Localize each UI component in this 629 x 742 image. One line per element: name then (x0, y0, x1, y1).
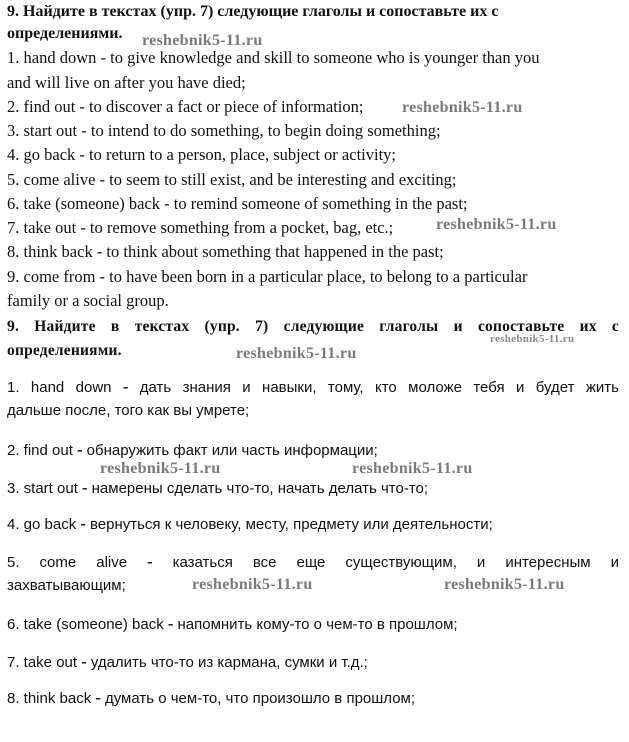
section1-line-5: 4. go back - to return to a person, place, subject or activity; (7, 145, 396, 164)
section1-line-2: and will live on after you have died; (7, 73, 246, 92)
item-dash: - (111, 377, 140, 396)
item-definition: вернуться к человеку, месту, предмету или деятельности; (89, 516, 493, 533)
item-definition: обнаружить факт или часть информации; (86, 442, 378, 459)
item-definition: казаться все еще существующим, и интересным и (172, 554, 619, 571)
watermark: reshebnik5-11.ru (436, 216, 557, 233)
section2-item-6 (7, 614, 458, 635)
watermark-small: reshebnik5-11.ru (490, 333, 575, 345)
watermark: reshebnik5-11.ru (352, 460, 473, 477)
section2-item-5 (7, 552, 619, 573)
section2-item-7 (7, 652, 368, 673)
item-dash: - (72, 440, 87, 459)
section2-item-4 (7, 514, 493, 535)
section1-heading-line1: 9. Найдите в текстах (упр. 7) следующие глаголы и сопоставьте их с (7, 3, 499, 20)
section1-line-8: 7. take out - to remove something from a pocket, bag, etc.; (7, 218, 394, 237)
section1-line-4: 3. start out - to intend to do something, to begin doing something; (7, 121, 441, 140)
item-dash: - (91, 688, 105, 707)
section1-line-9: 8. think back - to think about something that happened in the past; (7, 242, 444, 261)
item-definition: намерены сделать что-то, начать делать что-то; (91, 480, 429, 497)
item-definition: напомнить кому-то о чем-то в прошлом; (177, 616, 458, 633)
item-dash: - (127, 552, 173, 571)
section1-line-7: 6. take (someone) back - to remind someone of something in the past; (7, 194, 468, 213)
section1-line-3: 2. find out - to discover a fact or piece of information; (7, 97, 364, 116)
item-term: 7. take out (7, 654, 78, 671)
section2-heading-line2: определениями. (7, 342, 122, 359)
watermark: reshebnik5-11.ru (236, 345, 357, 362)
section1-line-11: family or a social group. (7, 291, 169, 310)
item-term: 4. go back (7, 516, 77, 533)
item-term: 3. start out (7, 480, 78, 497)
section1-line-1: 1. hand down - to give knowledge and skill to someone who is younger than you (7, 48, 540, 67)
section2-heading-line1: 9. Найдите в текстах (упр. 7) следующие глаголы и сопоставьте их с (7, 318, 619, 335)
item-definition: удалить что-то из кармана, сумки и т.д.; (90, 654, 368, 671)
watermark: reshebnik5-11.ru (100, 460, 221, 477)
item-term: 6. take (someone) back (7, 616, 164, 633)
item-term: 8. think back (7, 690, 92, 707)
item-term: 1. hand down (7, 379, 112, 396)
section1-heading-line2: определениями. (7, 25, 123, 42)
watermark: reshebnik5-11.ru (402, 99, 523, 116)
section1-line-10: 9. come from - to have been born in a particular place, to belong to a particular (7, 267, 528, 286)
watermark: reshebnik5-11.ru (192, 576, 313, 593)
watermark: reshebnik5-11.ru (444, 576, 565, 593)
item-term: 5. come alive (7, 554, 128, 571)
section2-item-3 (7, 478, 428, 499)
item-definition: дать знания и навыки, тому, кто моложе тебя и будет жить (139, 379, 619, 396)
section2-item-1 (7, 377, 619, 398)
item-definition: думать о чем-то, что произошло в прошлом; (104, 690, 416, 707)
item-dash: - (163, 614, 178, 633)
item-dash: - (77, 478, 92, 497)
section2-item-5-continuation: захватывающим; (7, 577, 126, 594)
section1-line-6: 5. come alive - to seem to still exist, and be interesting and exciting; (7, 170, 457, 189)
section2-item-2 (7, 440, 378, 461)
watermark: reshebnik5-11.ru (142, 32, 263, 49)
section2-item-1-continuation: дальше после, того как вы умрете; (7, 402, 250, 419)
item-dash: - (77, 652, 91, 671)
item-term: 2. find out (7, 442, 73, 459)
section2-item-8 (7, 688, 415, 709)
item-dash: - (76, 514, 90, 533)
